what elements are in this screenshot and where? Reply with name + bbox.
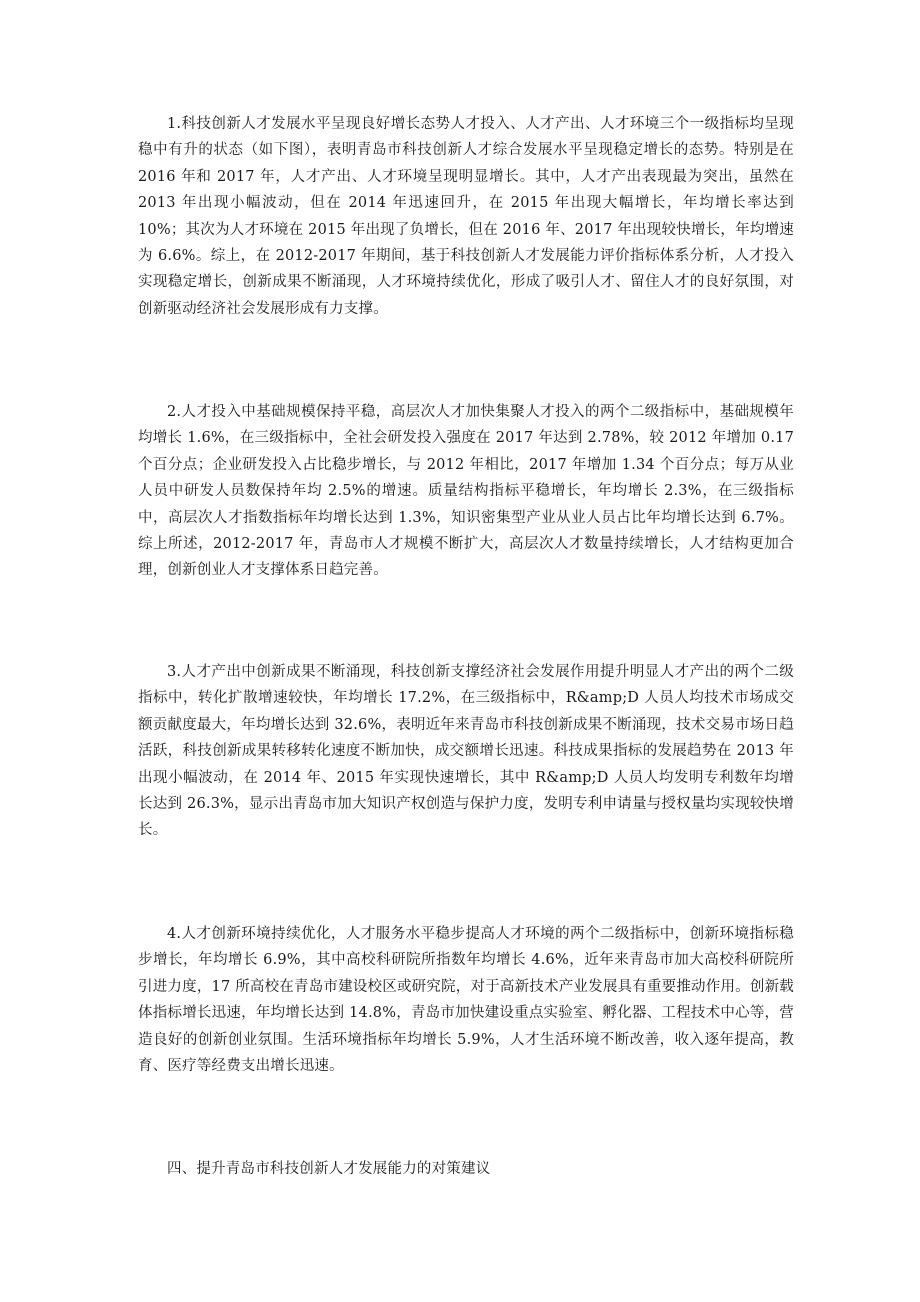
paragraph-talent-input: 2.人才投入中基础规模保持平稳，高层次人才加快集聚人才投入的两个二级指标中，基础规模年均增长 1.6%，在三级指标中，全社会研发投入强度在 2017 年达到 2.78%，较 2012 年增加 0.17 个百分点；企业研发投入占比稳步增长，与 2012 年相比，2017 年增加 1.34 个百分点；每万从业人员中研发人员数保持年均 2.5%的增速。质量结构指标平稳增长，年均增长 2.3%，在三级指标中，高层次人才指数指标年均增长达到 1.3%，知识密集型产业从业人员占比年均增长达到 6.7%。综上所述，2012-2017 年，青岛市人才规模不断扩大，高层次人才数量持续增长，人才结构更加合理，创新创业人才支撑体系日趋完善。: [138, 404, 794, 579]
paragraph-talent-environment: 4.人才创新环境持续优化，人才服务水平稳步提高人才环境的两个二级指标中，创新环境指标稳步增长，年均增长 6.9%，其中高校科研院所指数年均增长 4.6%，近年来青岛市加大高校科研院所引进力度，17 所高校在青岛市建设校区或研究院，对于高新技术产业发展具有重要推动作用。创新载体指标增长迅速，年均增长达到 14.8%，青岛市加快建设重点实验室、孵化器、工程技术中心等，营造良好的创新创业氛围。生活环境指标年均增长 5.9%，人才生活环境不断改善，收入逐年提高，教育、医疗等经费支出增长迅速。: [138, 926, 794, 1075]
section-heading: 四、提升青岛市科技创新人才发展能力的对策建议: [167, 1161, 491, 1177]
paragraph-talent-output: 3.人才产出中创新成果不断涌现，科技创新支撑经济社会发展作用提升明显人才产出的两个二级指标中，转化扩散增速较快，年均增长 17.2%，在三级指标中，R&amp;D 人员人均技术市场成交额贡献度最大，年均增长达到 32.6%，表明近年来青岛市科技创新成果不断涌现，技术交易市场日趋活跃，科技创新成果转移转化速度不断加快，成交额增长迅速。科技成果指标的发展趋势在 2013 年出现小幅波动，在 2014 年、2015 年实现快速增长，其中 R&amp;D 人员人均发明专利数年均增长达到 26.3%，显示出青岛市加大知识产权创造与保护力度，发明专利申请量与授权量均实现较快增长。: [138, 664, 794, 839]
paragraph-talent-development-trend: 1.科技创新人才发展水平呈现良好增长态势人才投入、人才产出、人才环境三个一级指标均呈现稳中有升的状态（如下图），表明青岛市科技创新人才综合发展水平呈现稳定增长的态势。特别是在 2016 年和 2017 年，人才产出、人才环境呈现明显增长。其中，人才产出表现最为突出，虽然在 2013 年出现小幅波动，但在 2014 年迅速回升，在 2015 年出现大幅增长，年均增长率达到 10%；其次为人才环境在 2015 年出现了负增长，但在 2016 年、2017 年出现较快增长，年均增速为 6.6%。综上，在 2012-2017 年期间，基于科技创新人才发展能力评价指标体系分析，人才投入实现稳定增长，创新成果不断涌现，人才环境持续优化，形成了吸引人才、留住人才的良好氛围，对创新驱动经济社会发展形成有力支撑。: [138, 116, 794, 317]
